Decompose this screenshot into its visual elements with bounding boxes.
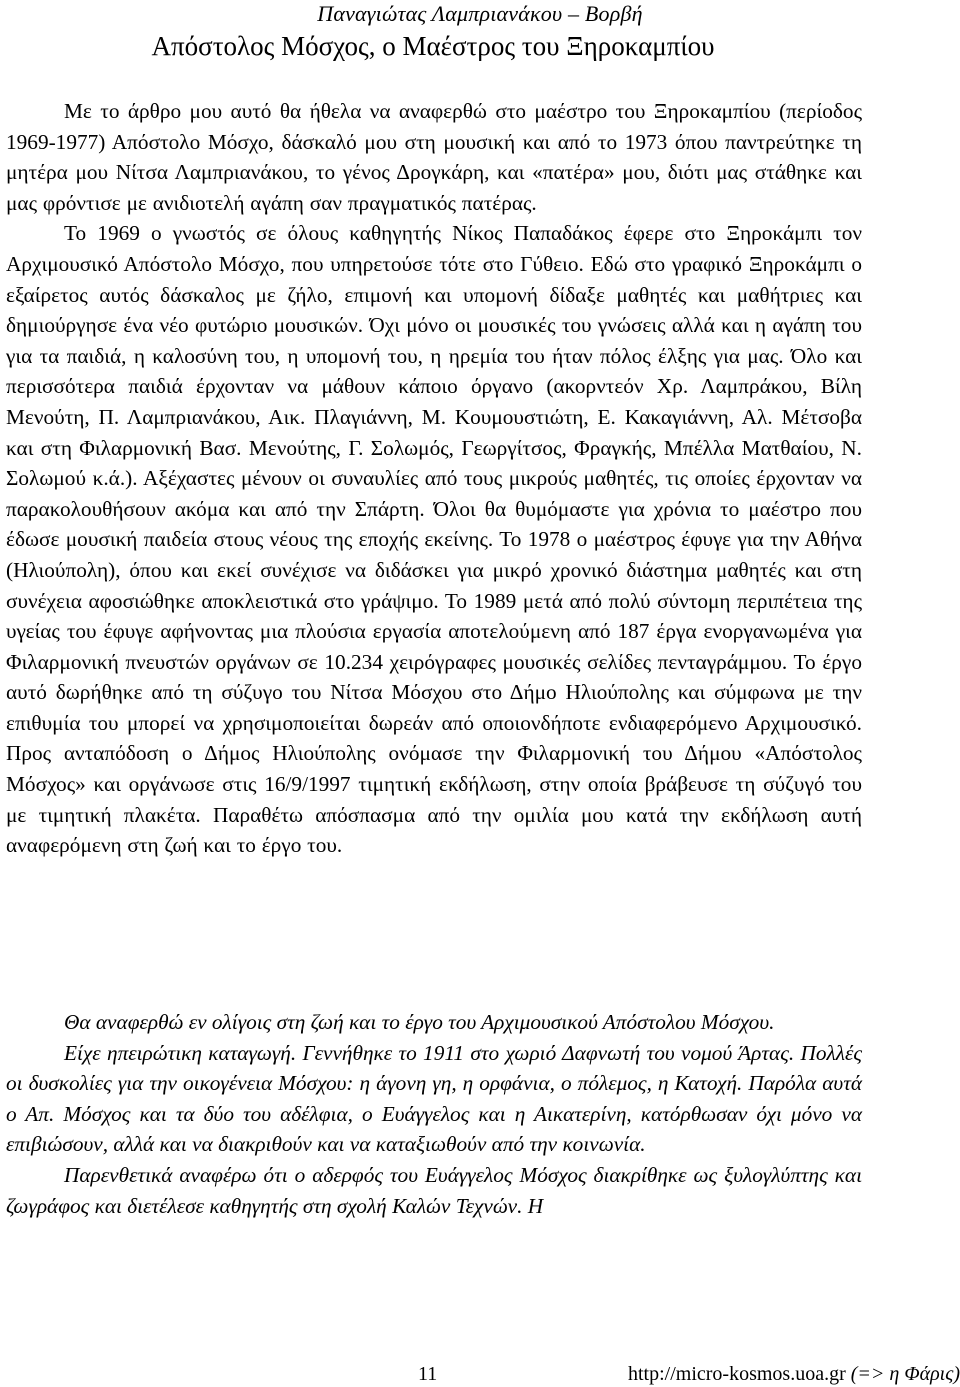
footer-link[interactable] xyxy=(628,1362,960,1386)
body-paragraph: Με το άρθρο μου αυτό θα ήθελα να αναφερθώ στο μαέστρο του Ξηροκαμπίου (περίοδος 1969-1977) Απόστολο Μόσχο, δάσκαλό μου στη μουσική και από το 1973 όπου παντρεύτηκε τη μητέρα μου Νίτσα Λαμπριανάκου, το γένος Δρογκάρη, και «πατέρα» μου, διότι μας στάθηκε και μας φρόντισε με ανιδιοτελή αγάπη σαν πραγματικός πατέρας. xyxy=(6,99,862,215)
footer-url[interactable]: http://micro-kosmos.uoa.gr xyxy=(628,1363,846,1385)
page-number: 11 xyxy=(418,1363,438,1385)
excerpt-paragraph: Θα αναφερθώ εν ολίγοις στη ζωή και το έργο του Αρχιμουσικού Απόστολου Μόσχου. xyxy=(64,1010,775,1034)
excerpt-paragraph: Παρενθετικά αναφέρω ότι ο αδερφός του Ευάγγελος Μόσχος διακρίθηκε ως ξυλογλύπτης και ζωγράφος και διετέλεσε καθηγητής στη σχολή Καλών Τεχνών. Η xyxy=(6,1162,862,1218)
body-paragraph: Το 1969 ο γνωστός σε όλους καθηγητής Νίκος Παπαδάκος έφερε στο Ξηροκάμπι τον Αρχιμουσικό Απόστολο Μόσχο, που υπηρετούσε τότε στο Γύθειο. Εδώ στο γραφικό Ξηροκάμπι ο εξαίρετος αυτός δάσκαλος με ζήλο, επιμονή και υπομονή δίδαξε μαθητές και μαθήτριες και δημιούργησε ένα νέο φυτώριο μουσικών. Όχι μόνο οι μουσικές του γνώσεις αλλά και η αγάπη του για τα παιδιά, η καλοσύνη του, η υπομονή του, η ηρεμία του ήταν πόλος έλξης για μας. Όλο και περισσότερα παιδιά έρχονταν να μάθουν κάποιο όργανο (ακορντεόν Χρ. Λαμπράκου, Βίλη Μενούτη, Π. Λαμπριανάκου, Αικ. Πλαγιάννη, Μ. Κουμουστιώτη, Ε. Κακαγιάννη, Αλ. Μέτσοβα και στη Φιλαρμονική Βασ. Μενούτης, Γ. Σολωμός, Γεωργίτσος, Φραγκής, Μπέλλα Ματθαίου, Ν. Σολωμού κ.ά.). Αξέχαστες μένουν οι συναυλίες από τους μικρούς μαθητές, τις οποίες έρχονταν να παρακολουθήσουν ακόμα και από την Σπάρτη. Όλοι θα θυμόμαστε για χρόνια το μαέστρο που έδωσε μουσική παιδεία στους νέους της εποχής εκείνης. Το 1978 ο μαέστρος έφυγε για την Αθήνα (Ηλιούπολη), όπου και εκεί συνέχισε να διδάσκει για μικρό χρονικό διάστημα μαθητές και στη συνέχεια αφοσιώθηκε αποκλειστικά στο γράψιμο. Το 1989 μετά από πολύ σύντομη περιπέτεια της υγείας του έφυγε αφήνοντας μια πλούσια εργασία αποτελούμενη από 187 έργα ενοργανωμένα για Φιλαρμονική πνευστών οργάνων σε 10.234 χειρόγραφες μουσικές σελίδες πενταγράμμου. Το έργο αυτό δωρήθηκε από τη σύζυγο του Νίτσα Μόσχου στο Δήμο Ηλιούπολης και σύμφωνα με την επιθυμία του μπορεί να χρησιμοποιείται δωρεάν από οποιονδήποτε ενδιαφερόμενο Αρχιμουσικό. Προς ανταπόδοση ο Δήμος Ηλιούπολης ονόμασε την Φιλαρμονική του Δήμου «Απόστολος Μόσχος» και οργάνωσε στις 16/9/1997 τιμητική εκδήλωση, στην οποία βράβευσε τη σύζυγό του με τιμητική πλακέτα. Παραθέτω απόσπασμα από την ομιλία μου κατά την εκδήλωση αυτή αναφερόμενη στη ζωή και το έργο του. xyxy=(6,221,862,858)
excerpt-paragraph: Είχε ηπειρώτικη καταγωγή. Γεννήθηκε το 1911 στο χωριό Δαφνωτή του νομού Άρτας. Πολλές οι δυσκολίες για την οικογένεια Μόσχου: η άγονη γη, η ορφάνια, ο πόλεμος, η Κατοχή. Παρόλα αυτά ο Απ. Μόσχος και τα δύο του αδέλφια, ο Ευάγγελος και η Αικατερίνη, κατόρθωσαν όχι μόνο να επιβιώσουν, αλλά και να διακριθούν και να καταξιωθούν από την κοινωνία. xyxy=(6,1040,862,1157)
footer-url-note: (=> η Φάρις) xyxy=(845,1363,960,1385)
article-title: Απόστολος Μόσχος, ο Μαέστρος του Ξηροκαμπίου xyxy=(151,31,715,61)
article-body xyxy=(6,96,862,861)
author-line: Παναγιώτας Λαμπριανάκου – Βορβή xyxy=(317,1,643,26)
speech-excerpt xyxy=(6,1007,862,1221)
